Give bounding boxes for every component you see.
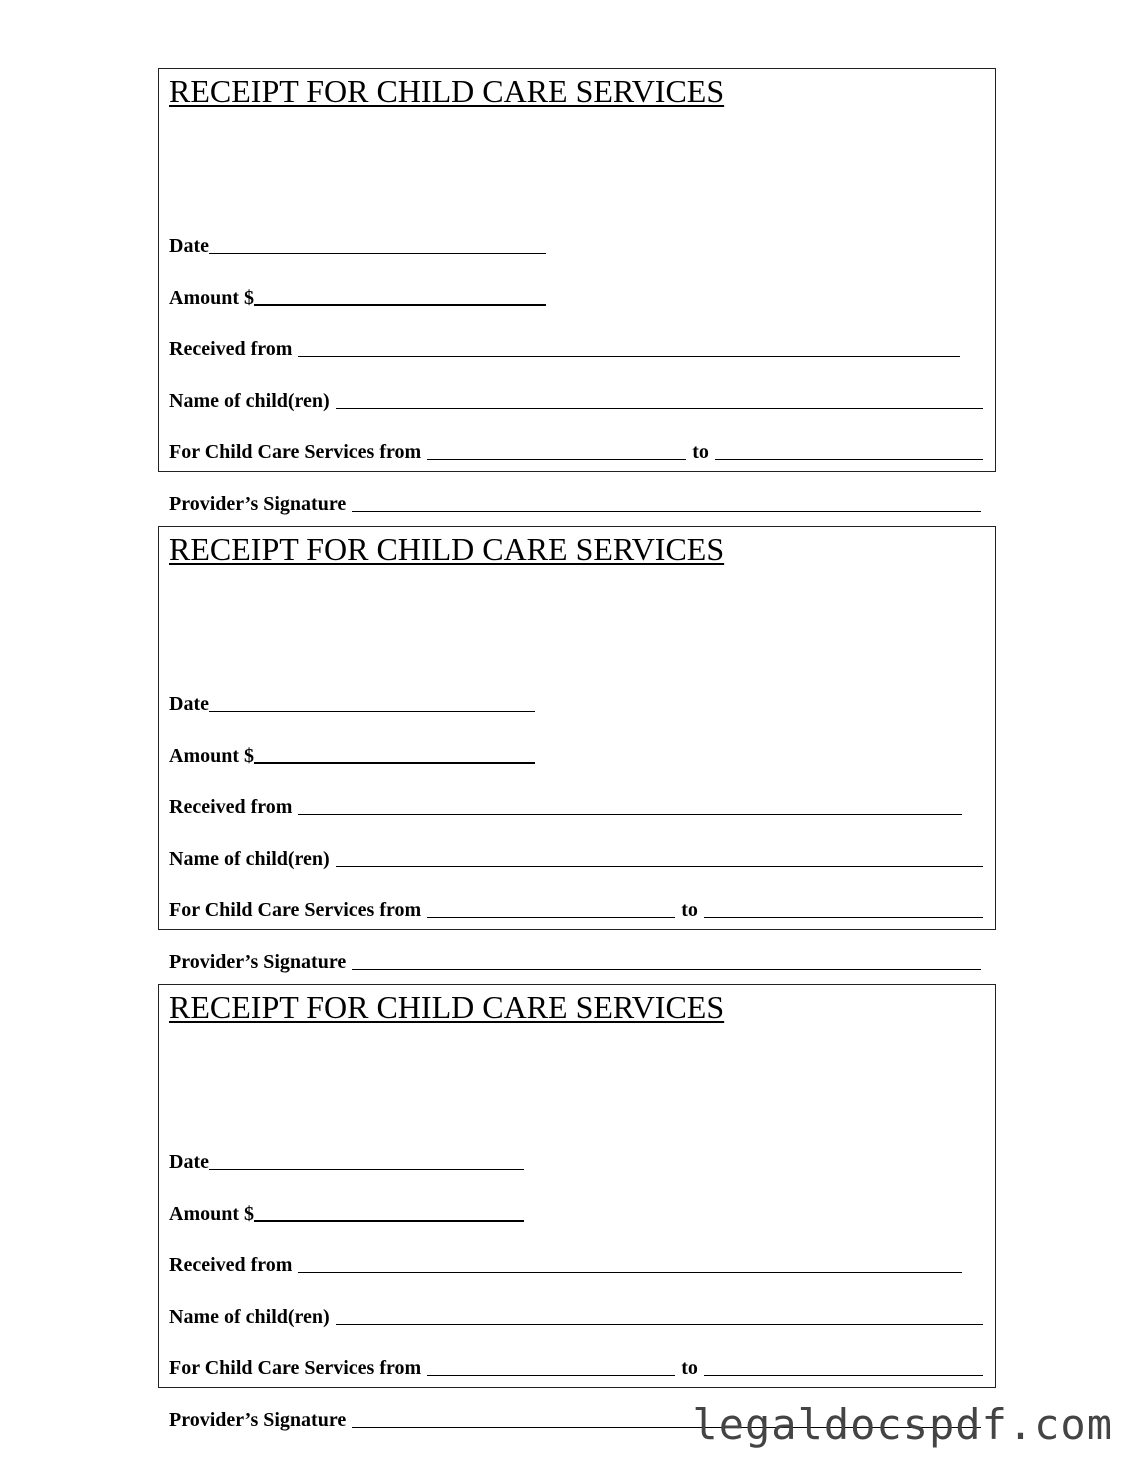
services-to-input-line[interactable] (715, 439, 983, 460)
amount-input-line[interactable] (254, 1200, 524, 1222)
received-from-label: Received from (169, 1254, 293, 1276)
signature-field (169, 945, 981, 973)
date-label: Date (169, 235, 209, 257)
date-field (169, 687, 983, 715)
received-from-input-line[interactable] (298, 1252, 962, 1273)
signature-label: Provider’s Signature (169, 493, 347, 515)
received-from-input-line[interactable] (298, 794, 962, 815)
children-field (169, 1300, 983, 1328)
signature-input-line[interactable] (352, 491, 981, 512)
amount-field (169, 1197, 983, 1225)
receipt-title: RECEIPT FOR CHILD CARE SERVICES (169, 989, 725, 1025)
services-to-label: to (692, 441, 709, 463)
service-period-field (169, 893, 983, 921)
date-field (169, 1145, 983, 1173)
date-input-line[interactable] (209, 691, 535, 712)
services-to-input-line[interactable] (704, 897, 983, 918)
children-input-line[interactable] (336, 388, 983, 409)
signature-input-line[interactable] (352, 949, 981, 970)
amount-input-line[interactable] (254, 284, 546, 306)
children-label: Name of child(ren) (169, 848, 330, 870)
services-from-label: For Child Care Services from (169, 441, 422, 463)
received-from-label: Received from (169, 338, 293, 360)
services-to-label: to (681, 1357, 698, 1379)
received-from-field (169, 1248, 983, 1276)
service-period-field (169, 435, 983, 463)
receipt-title: RECEIPT FOR CHILD CARE SERVICES (169, 73, 725, 109)
signature-label: Provider’s Signature (169, 951, 347, 973)
date-input-line[interactable] (209, 1149, 524, 1170)
amount-input-line[interactable] (254, 742, 535, 764)
watermark: legaldocspdf.com (692, 1400, 1113, 1449)
service-period-field (169, 1351, 983, 1379)
date-input-line[interactable] (209, 233, 546, 254)
services-from-input-line[interactable] (427, 897, 675, 918)
services-from-input-line[interactable] (427, 1355, 675, 1376)
receipt-form (158, 984, 996, 1431)
services-from-label: For Child Care Services from (169, 1357, 422, 1379)
amount-label: Amount $ (169, 745, 255, 767)
received-from-label: Received from (169, 796, 293, 818)
received-from-input-line[interactable] (298, 336, 960, 357)
children-input-line[interactable] (336, 846, 983, 867)
services-to-input-line[interactable] (704, 1355, 983, 1376)
date-label: Date (169, 693, 209, 715)
services-to-label: to (681, 899, 698, 921)
amount-field (169, 281, 983, 309)
children-label: Name of child(ren) (169, 390, 330, 412)
signature-label: Provider’s Signature (169, 1409, 347, 1431)
children-field (169, 842, 983, 870)
services-from-input-line[interactable] (427, 439, 686, 460)
children-field (169, 384, 983, 412)
amount-label: Amount $ (169, 287, 255, 309)
amount-label: Amount $ (169, 1203, 255, 1225)
received-from-field (169, 332, 983, 360)
services-from-label: For Child Care Services from (169, 899, 422, 921)
received-from-field (169, 790, 983, 818)
receipt-title: RECEIPT FOR CHILD CARE SERVICES (169, 531, 725, 567)
receipt-form (158, 526, 996, 973)
receipt-form (158, 68, 996, 515)
children-label: Name of child(ren) (169, 1306, 330, 1328)
date-field (169, 229, 983, 257)
date-label: Date (169, 1151, 209, 1173)
amount-field (169, 739, 983, 767)
signature-field (169, 487, 981, 515)
children-input-line[interactable] (336, 1304, 983, 1325)
